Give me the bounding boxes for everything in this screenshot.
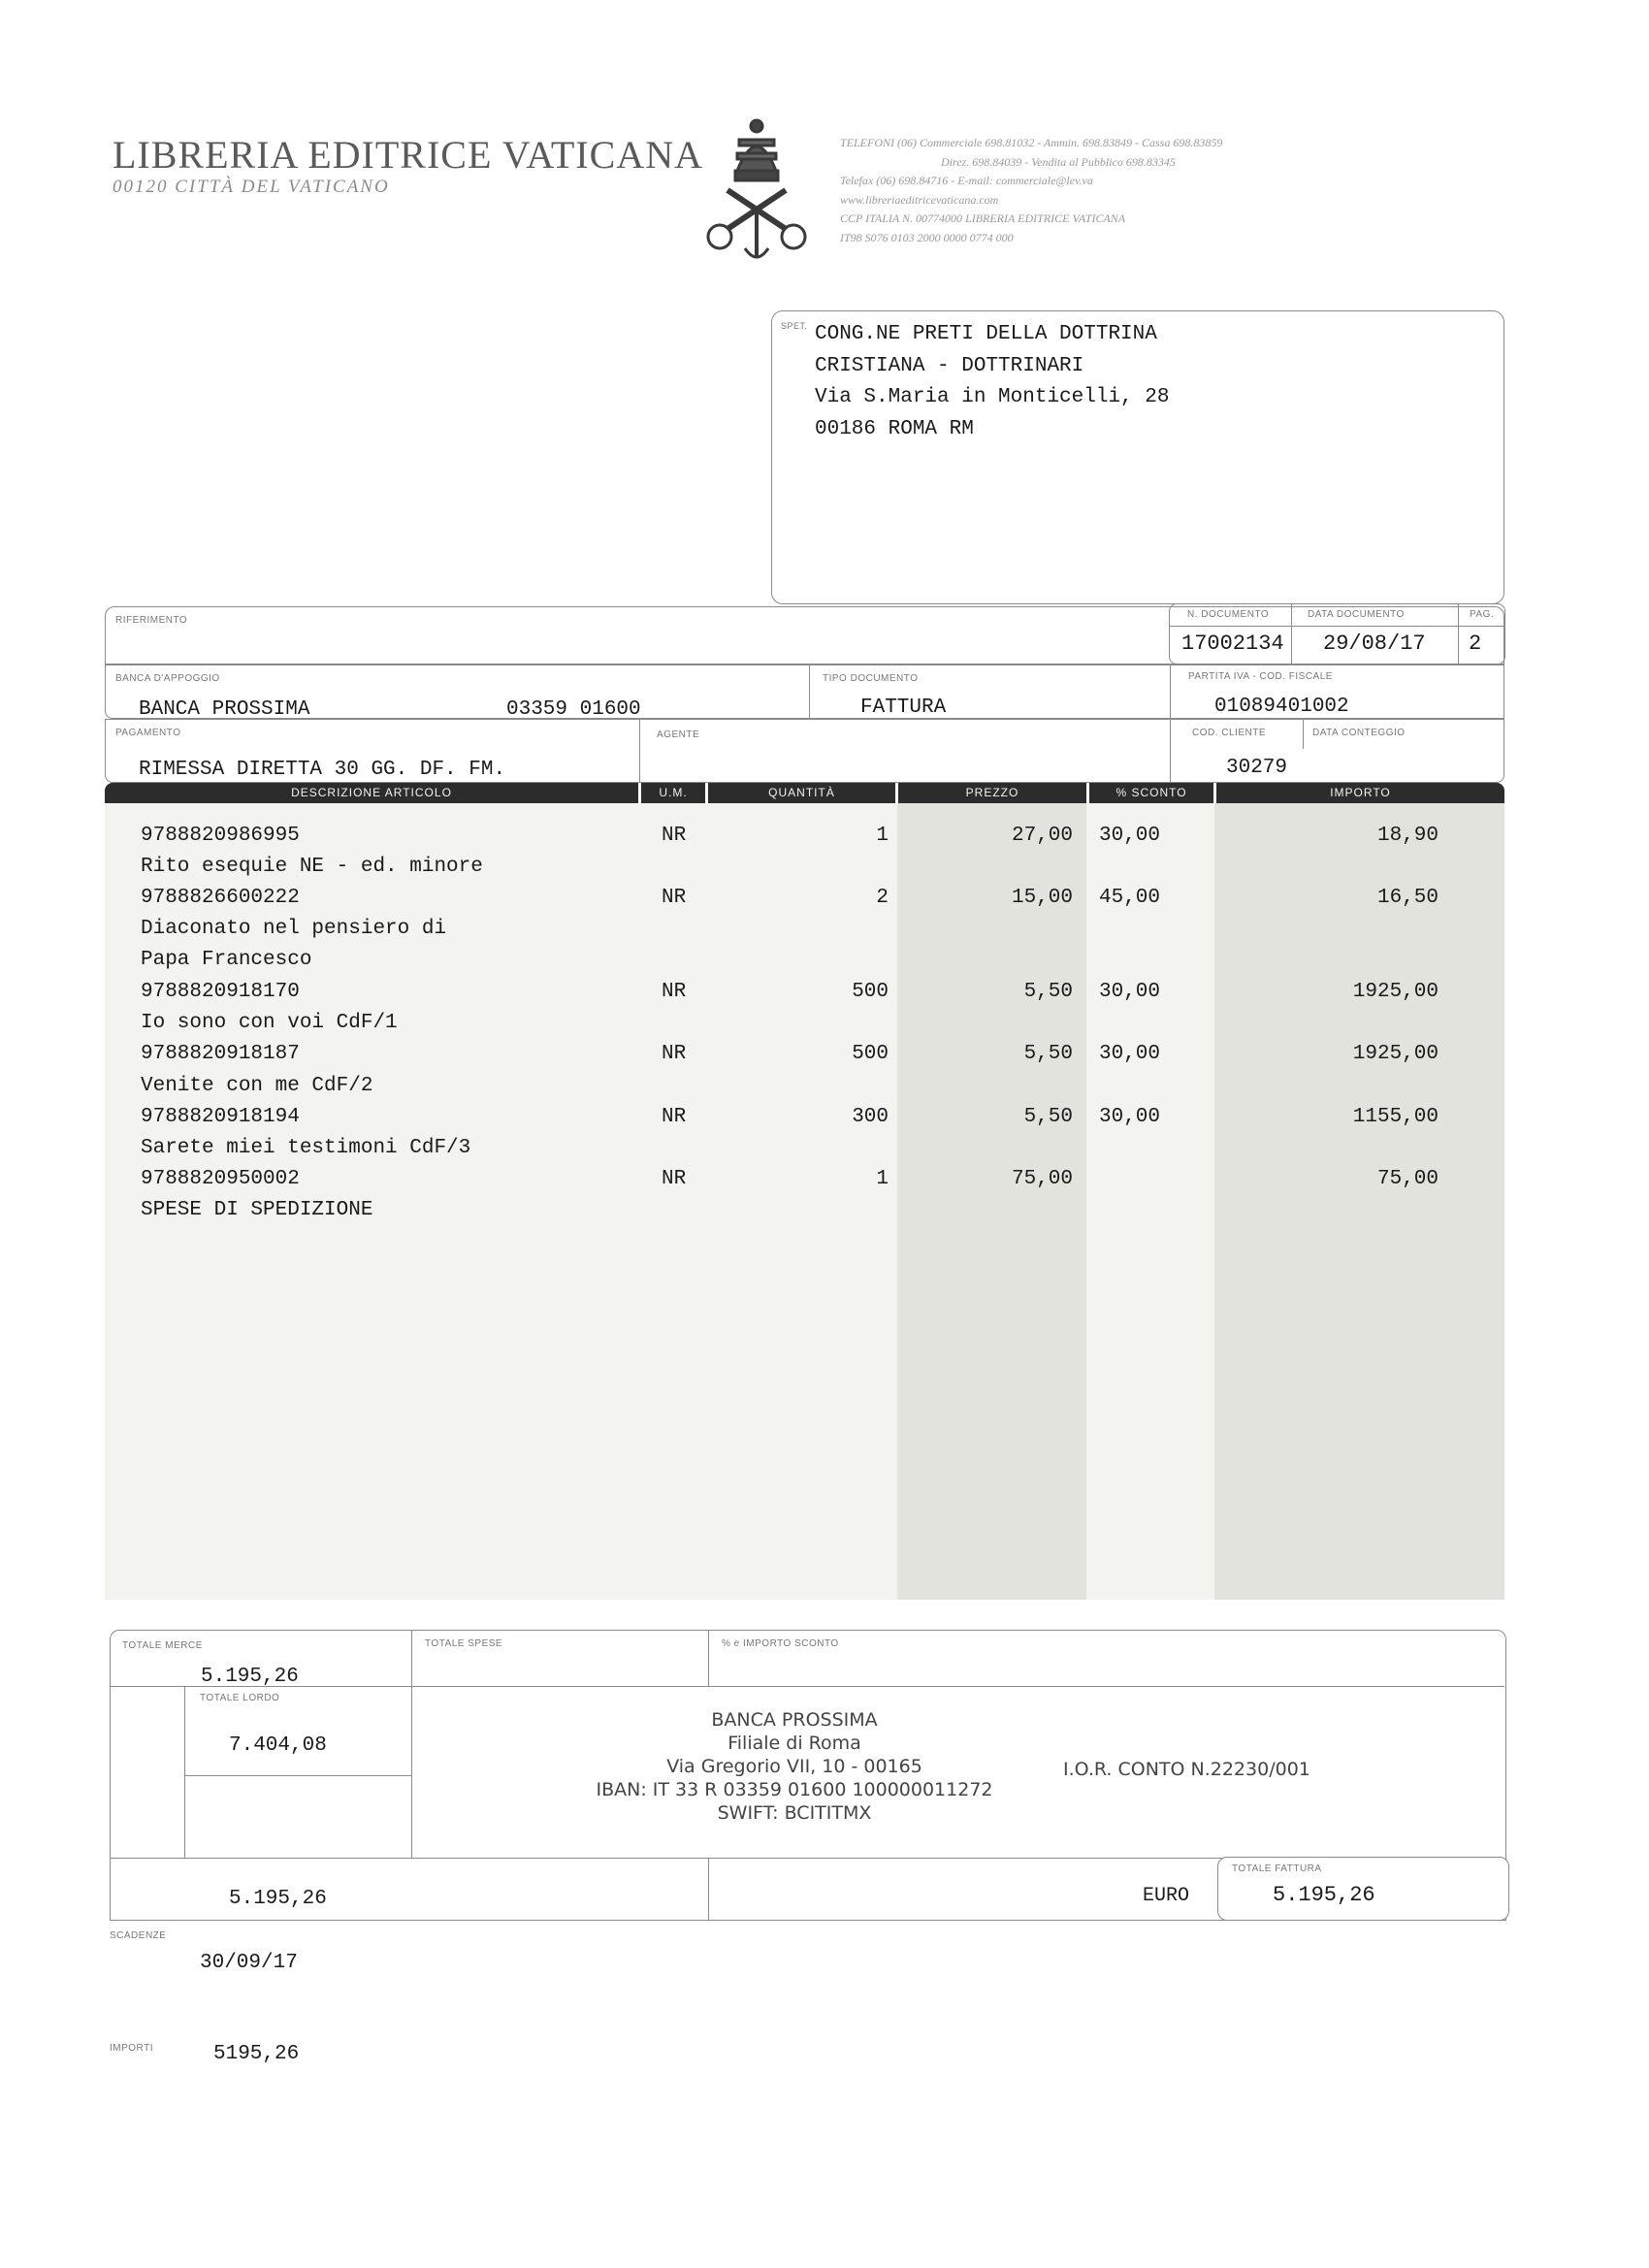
item-amount: 1925,00 (1352, 1043, 1439, 1065)
item-um: NR (662, 825, 687, 847)
item-um: NR (662, 981, 687, 1003)
item-description: Venite con me CdF/2 (141, 1075, 373, 1097)
importi-label: IMPORTI (110, 2043, 153, 2054)
bank-line: Filiale di Roma (728, 1733, 861, 1754)
totale-merce-value: 5.195,26 (201, 1666, 299, 1688)
item-qty: 1 (876, 1168, 889, 1190)
bank-line: IBAN: IT 33 R 03359 01600 100000011272 (596, 1779, 993, 1800)
recipient-line: CONG.NE PRETI DELLA DOTTRINA (815, 323, 1157, 345)
item-um: NR (662, 1168, 687, 1190)
contact-line: Telefax (06) 698.84716 - E-mail: commerciale@lev.va (840, 174, 1093, 187)
page-number: 2 (1469, 632, 1482, 656)
recipient-line: 00186 ROMA RM (815, 417, 974, 440)
item-description: Io sono con voi CdF/1 (141, 1012, 398, 1034)
item-qty: 500 (852, 1043, 889, 1065)
item-price: 5,50 (1023, 981, 1073, 1003)
recipient-line: Via S.Maria in Monticelli, 28 (815, 386, 1170, 408)
item-price: 27,00 (1011, 825, 1073, 847)
item-discount: 30,00 (1099, 825, 1161, 847)
item-discount: 30,00 (1099, 1106, 1161, 1128)
banca-name: BANCA PROSSIMA (139, 698, 310, 721)
pagamento-label: PAGAMENTO (115, 728, 181, 738)
company-name: LIBRERIA EDITRICE VATICANA (113, 133, 703, 177)
col-header-um: U.M. (641, 783, 705, 803)
partita-iva: 01089401002 (1214, 696, 1349, 718)
abi-cab: 03359 01600 (506, 698, 641, 721)
contact-line: www.libreriaeditricevaticana.com (840, 192, 999, 207)
item-um: NR (662, 1043, 687, 1065)
document-info-box (1169, 603, 1505, 664)
item-price: 15,00 (1011, 887, 1073, 909)
item-price: 5,50 (1023, 1043, 1073, 1065)
item-description: Papa Francesco (141, 949, 312, 971)
contact-line: TELEFONI (06) Commerciale 698.81032 - Ammin. 698.83849 - Cassa 698.83859 (840, 136, 1223, 149)
bank-details (528, 1708, 1061, 1825)
riferimento-label: RIFERIMENTO (115, 615, 188, 626)
col-header-importo: IMPORTO (1216, 783, 1504, 803)
totale-fattura-box (1217, 1857, 1509, 1921)
item-qty: 300 (852, 1106, 889, 1128)
item-um: NR (662, 1106, 687, 1128)
document-date: 29/08/17 (1323, 632, 1426, 656)
imponibile-value: 5.195,26 (229, 1888, 327, 1910)
data-conteggio-label: DATA CONTEGGIO (1312, 728, 1406, 738)
document-type: FATTURA (860, 697, 947, 719)
item-code: 9788820918170 (141, 981, 300, 1003)
recipient-address (815, 319, 1169, 445)
item-amount: 1155,00 (1352, 1106, 1439, 1128)
currency: EURO (1143, 1885, 1190, 1907)
item-code: 9788820918187 (141, 1043, 300, 1065)
item-qty: 500 (852, 981, 889, 1003)
contact-line: Direz. 698.84039 - Vendita al Pubblico 698.83345 (941, 154, 1176, 169)
client-code: 30279 (1226, 757, 1288, 779)
item-discount: 30,00 (1099, 1043, 1161, 1065)
totale-lordo-label: TOTALE LORDO (200, 1693, 280, 1703)
agente-label: AGENTE (657, 729, 700, 740)
item-description: SPESE DI SPEDIZIONE (141, 1199, 373, 1221)
shaded-column-price (897, 803, 1086, 1600)
due-date: 30/09/17 (200, 1952, 298, 1974)
contact-line: IT98 S076 0103 2000 0000 0774 000 (840, 230, 1014, 244)
item-code: 9788820986995 (141, 825, 300, 847)
importo-sconto-label: % e IMPORTO SCONTO (722, 1638, 839, 1649)
item-description: Rito esequie NE - ed. minore (141, 856, 483, 878)
cod-cliente-label: COD. CLIENTE (1192, 728, 1267, 738)
pag-label: PAG. (1470, 609, 1495, 620)
recipient-line: CRISTIANA - DOTTRINARI (815, 354, 1084, 377)
item-description: Diaconato nel pensiero di (141, 918, 447, 940)
totale-spese-label: TOTALE SPESE (425, 1638, 503, 1649)
contact-info (840, 134, 1222, 247)
papal-coat-of-arms-icon (698, 113, 815, 268)
item-amount: 18,90 (1376, 825, 1439, 847)
scadenze-label: SCADENZE (110, 1930, 167, 1941)
item-discount: 30,00 (1099, 981, 1161, 1003)
pagamento-row (105, 719, 1504, 783)
item-amount: 16,50 (1376, 887, 1439, 909)
item-price: 75,00 (1011, 1168, 1073, 1190)
data-documento-label: DATA DOCUMENTO (1308, 609, 1405, 620)
totale-lordo-value: 7.404,08 (229, 1734, 327, 1757)
due-amount: 5195,26 (213, 2043, 300, 2065)
col-header-quantita: QUANTITÀ (708, 783, 895, 803)
item-code: 9788820950002 (141, 1168, 300, 1190)
item-qty: 1 (876, 825, 889, 847)
totale-fattura-value: 5.195,26 (1273, 1883, 1375, 1907)
recipient-label: SPET. (781, 321, 808, 331)
tipo-documento-label: TIPO DOCUMENTO (823, 673, 919, 684)
bank-line: BANCA PROSSIMA (711, 1709, 878, 1731)
item-um: NR (662, 887, 687, 909)
item-qty: 2 (876, 887, 889, 909)
ior-account: I.O.R. CONTO N.22230/001 (1063, 1759, 1310, 1780)
payment-terms: RIMESSA DIRETTA 30 GG. DF. FM. (139, 759, 506, 781)
item-code: 9788826600222 (141, 887, 300, 909)
bank-line: SWIFT: BCITITMX (717, 1802, 872, 1824)
col-header-sconto: % SCONTO (1089, 783, 1213, 803)
item-code: 9788820918194 (141, 1106, 300, 1128)
banca-label: BANCA D'APPOGGIO (115, 673, 220, 684)
bank-line: Via Gregorio VII, 10 - 00165 (666, 1756, 922, 1777)
item-description: Sarete miei testimoni CdF/3 (141, 1137, 471, 1159)
partita-iva-label: PARTITA IVA - COD. FISCALE (1188, 671, 1333, 682)
contact-line: CCP ITALIA N. 00774000 LIBRERIA EDITRICE VATICANA (840, 211, 1126, 225)
recipient-box (771, 310, 1504, 604)
shaded-column-amount (1214, 803, 1504, 1600)
col-header-descrizione: DESCRIZIONE ARTICOLO (105, 783, 638, 803)
totale-merce-label: TOTALE MERCE (122, 1640, 203, 1651)
banca-row (105, 664, 1504, 719)
n-documento-label: N. DOCUMENTO (1187, 609, 1270, 620)
item-discount: 45,00 (1099, 887, 1161, 909)
company-location: 00120 CITTÀ DEL VATICANO (113, 177, 390, 197)
item-price: 5,50 (1023, 1106, 1073, 1128)
document-number: 17002134 (1181, 632, 1284, 656)
col-header-prezzo: PREZZO (898, 783, 1086, 803)
totale-fattura-label: TOTALE FATTURA (1232, 1863, 1322, 1874)
item-amount: 75,00 (1376, 1168, 1439, 1190)
item-amount: 1925,00 (1352, 981, 1439, 1003)
